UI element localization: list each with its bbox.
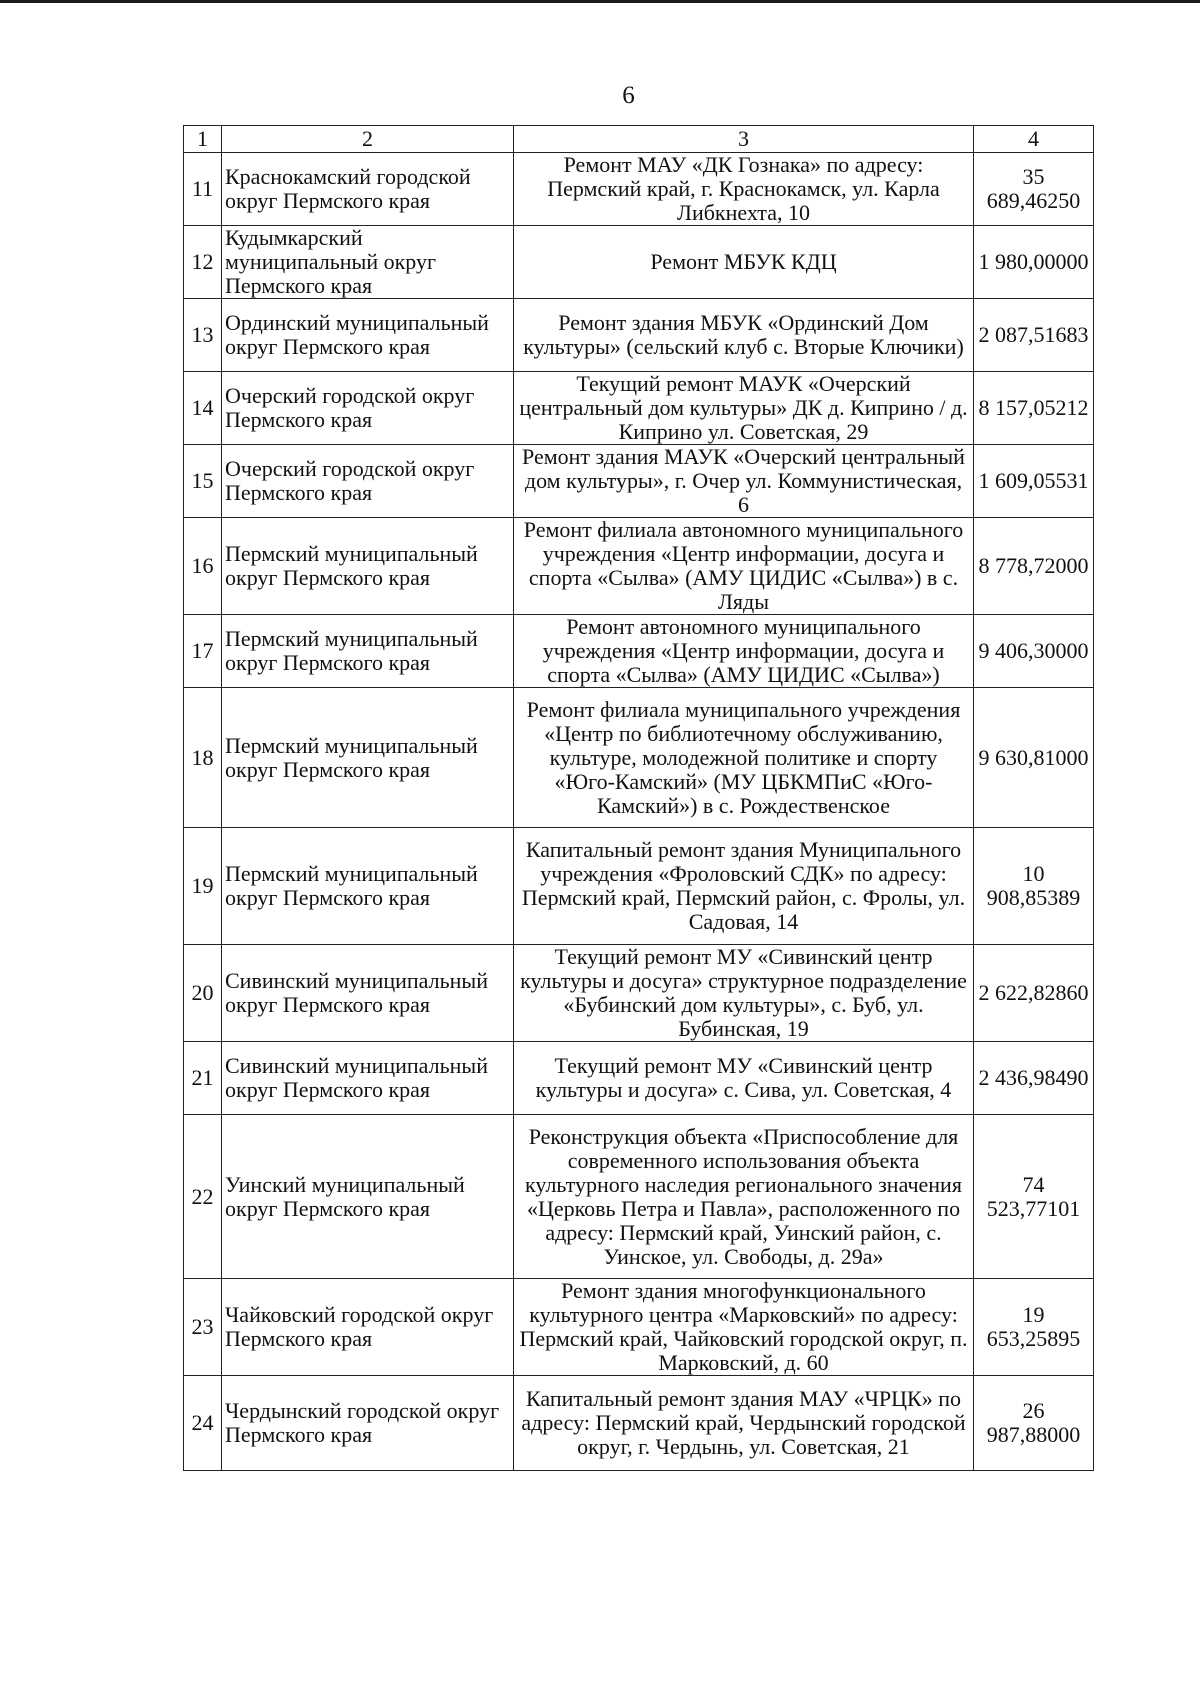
row-number: 18 bbox=[184, 688, 222, 828]
column-header-4: 4 bbox=[974, 126, 1094, 153]
table-row bbox=[184, 153, 1094, 226]
object-description-cell: Ремонт здания многофункционального культурного центра «Марковский» по адресу: Пермский край, Чайковский городской округ, п. Марковский, д. 60 bbox=[514, 1279, 974, 1376]
municipality-cell: Сивинский муниципальный округ Пермского края bbox=[222, 1042, 514, 1115]
row-number: 13 bbox=[184, 299, 222, 372]
amount-cell: 26 987,88000 bbox=[974, 1376, 1094, 1471]
municipality-cell: Очерский городской округ Пермского края bbox=[222, 372, 514, 445]
row-number: 21 bbox=[184, 1042, 222, 1115]
table-row bbox=[184, 688, 1094, 828]
amount-cell: 2 622,82860 bbox=[974, 945, 1094, 1042]
row-number: 20 bbox=[184, 945, 222, 1042]
amount-cell: 9 630,81000 bbox=[974, 688, 1094, 828]
object-description-cell: Ремонт филиала муниципального учреждения «Центр по библиотечному обслуживанию, культуре, молодежной политике и спорту «Юго-Камский» (МУ ЦБКМПиС «Юго-Камский») в с. Рождественское bbox=[514, 688, 974, 828]
table-row bbox=[184, 1115, 1094, 1279]
table-row bbox=[184, 372, 1094, 445]
amount-cell: 74 523,77101 bbox=[974, 1115, 1094, 1279]
amount-cell: 8 778,72000 bbox=[974, 518, 1094, 615]
amount-cell: 1 609,05531 bbox=[974, 445, 1094, 518]
row-number: 15 bbox=[184, 445, 222, 518]
row-number: 23 bbox=[184, 1279, 222, 1376]
amount-cell: 19 653,25895 bbox=[974, 1279, 1094, 1376]
row-number: 24 bbox=[184, 1376, 222, 1471]
amount-cell: 10 908,85389 bbox=[974, 828, 1094, 945]
object-description-cell: Ремонт автономного муниципального учреждения «Центр информации, досуга и спорта «Сылва» (АМУ ЦИДИС «Сылва») bbox=[514, 615, 974, 688]
object-description-cell: Ремонт МБУК КДЦ bbox=[514, 226, 974, 299]
amount-cell: 8 157,05212 bbox=[974, 372, 1094, 445]
table-body bbox=[184, 153, 1094, 1471]
municipality-cell: Уинский муниципальный округ Пермского края bbox=[222, 1115, 514, 1279]
column-header-3: 3 bbox=[514, 126, 974, 153]
municipality-cell: Кудымкарский муниципальный округ Пермского края bbox=[222, 226, 514, 299]
object-description-cell: Ремонт МАУ «ДК Гознака» по адресу: Пермский край, г. Краснокамск, ул. Карла Либкнехта, 10 bbox=[514, 153, 974, 226]
table-row bbox=[184, 1279, 1094, 1376]
object-description-cell: Ремонт здания МАУК «Очерский центральный дом культуры», г. Очер ул. Коммунистическая, 6 bbox=[514, 445, 974, 518]
table-row bbox=[184, 226, 1094, 299]
row-number: 17 bbox=[184, 615, 222, 688]
object-description-cell: Капитальный ремонт здания Муниципального учреждения «Фроловский СДК» по адресу: Пермский край, Пермский район, с. Фролы, ул. Садовая, 14 bbox=[514, 828, 974, 945]
amount-cell: 35 689,46250 bbox=[974, 153, 1094, 226]
amount-cell: 2 436,98490 bbox=[974, 1042, 1094, 1115]
table-row bbox=[184, 299, 1094, 372]
object-description-cell: Реконструкция объекта «Приспособление для современного использования объекта культурного наследия регионального значения «Церковь Петра и Павла», расположенного по адресу: Пермский край, Уинский район, с. Уинское, ул. Свободы, д. 29а» bbox=[514, 1115, 974, 1279]
table-header-row bbox=[184, 126, 1094, 153]
page-number: 6 bbox=[622, 82, 635, 109]
row-number: 14 bbox=[184, 372, 222, 445]
municipality-cell: Пермский муниципальный округ Пермского края bbox=[222, 828, 514, 945]
object-description-cell: Капитальный ремонт здания МАУ «ЧРЦК» по адресу: Пермский край, Чердынский городской округ, г. Чердынь, ул. Советская, 21 bbox=[514, 1376, 974, 1471]
table-row bbox=[184, 615, 1094, 688]
amount-cell: 1 980,00000 bbox=[974, 226, 1094, 299]
table-row bbox=[184, 945, 1094, 1042]
row-number: 19 bbox=[184, 828, 222, 945]
amount-cell: 2 087,51683 bbox=[974, 299, 1094, 372]
table-row bbox=[184, 1042, 1094, 1115]
municipality-cell: Пермский муниципальный округ Пермского края bbox=[222, 615, 514, 688]
municipality-cell: Пермский муниципальный округ Пермского края bbox=[222, 518, 514, 615]
row-number: 12 bbox=[184, 226, 222, 299]
object-description-cell: Текущий ремонт МУ «Сивинский центр культуры и досуга» с. Сива, ул. Советская, 4 bbox=[514, 1042, 974, 1115]
column-header-2: 2 bbox=[222, 126, 514, 153]
subsidy-table bbox=[183, 125, 1094, 1471]
table-row bbox=[184, 445, 1094, 518]
table-row bbox=[184, 1376, 1094, 1471]
municipality-cell: Ординский муниципальный округ Пермского края bbox=[222, 299, 514, 372]
municipality-cell: Очерский городской округ Пермского края bbox=[222, 445, 514, 518]
page-top-edge bbox=[0, 0, 1200, 3]
municipality-cell: Краснокамский городской округ Пермского края bbox=[222, 153, 514, 226]
object-description-cell: Текущий ремонт МУ «Сивинский центр культуры и досуга» структурное подразделение «Бубинский дом культуры», с. Буб, ул. Бубинская, 19 bbox=[514, 945, 974, 1042]
municipality-cell: Чердынский городской округ Пермского края bbox=[222, 1376, 514, 1471]
amount-cell: 9 406,30000 bbox=[974, 615, 1094, 688]
municipality-cell: Чайковский городской округ Пермского края bbox=[222, 1279, 514, 1376]
row-number: 22 bbox=[184, 1115, 222, 1279]
table-row bbox=[184, 828, 1094, 945]
municipality-cell: Пермский муниципальный округ Пермского края bbox=[222, 688, 514, 828]
object-description-cell: Ремонт здания МБУК «Ординский Дом культуры» (сельский клуб с. Вторые Ключики) bbox=[514, 299, 974, 372]
table-row bbox=[184, 518, 1094, 615]
row-number: 16 bbox=[184, 518, 222, 615]
row-number: 11 bbox=[184, 153, 222, 226]
object-description-cell: Текущий ремонт МАУК «Очерский центральный дом культуры» ДК д. Киприно / д. Киприно ул. Советская, 29 bbox=[514, 372, 974, 445]
municipality-cell: Сивинский муниципальный округ Пермского края bbox=[222, 945, 514, 1042]
column-header-1: 1 bbox=[184, 126, 222, 153]
object-description-cell: Ремонт филиала автономного муниципального учреждения «Центр информации, досуга и спорта «Сылва» (АМУ ЦИДИС «Сылва») в с. Ляды bbox=[514, 518, 974, 615]
